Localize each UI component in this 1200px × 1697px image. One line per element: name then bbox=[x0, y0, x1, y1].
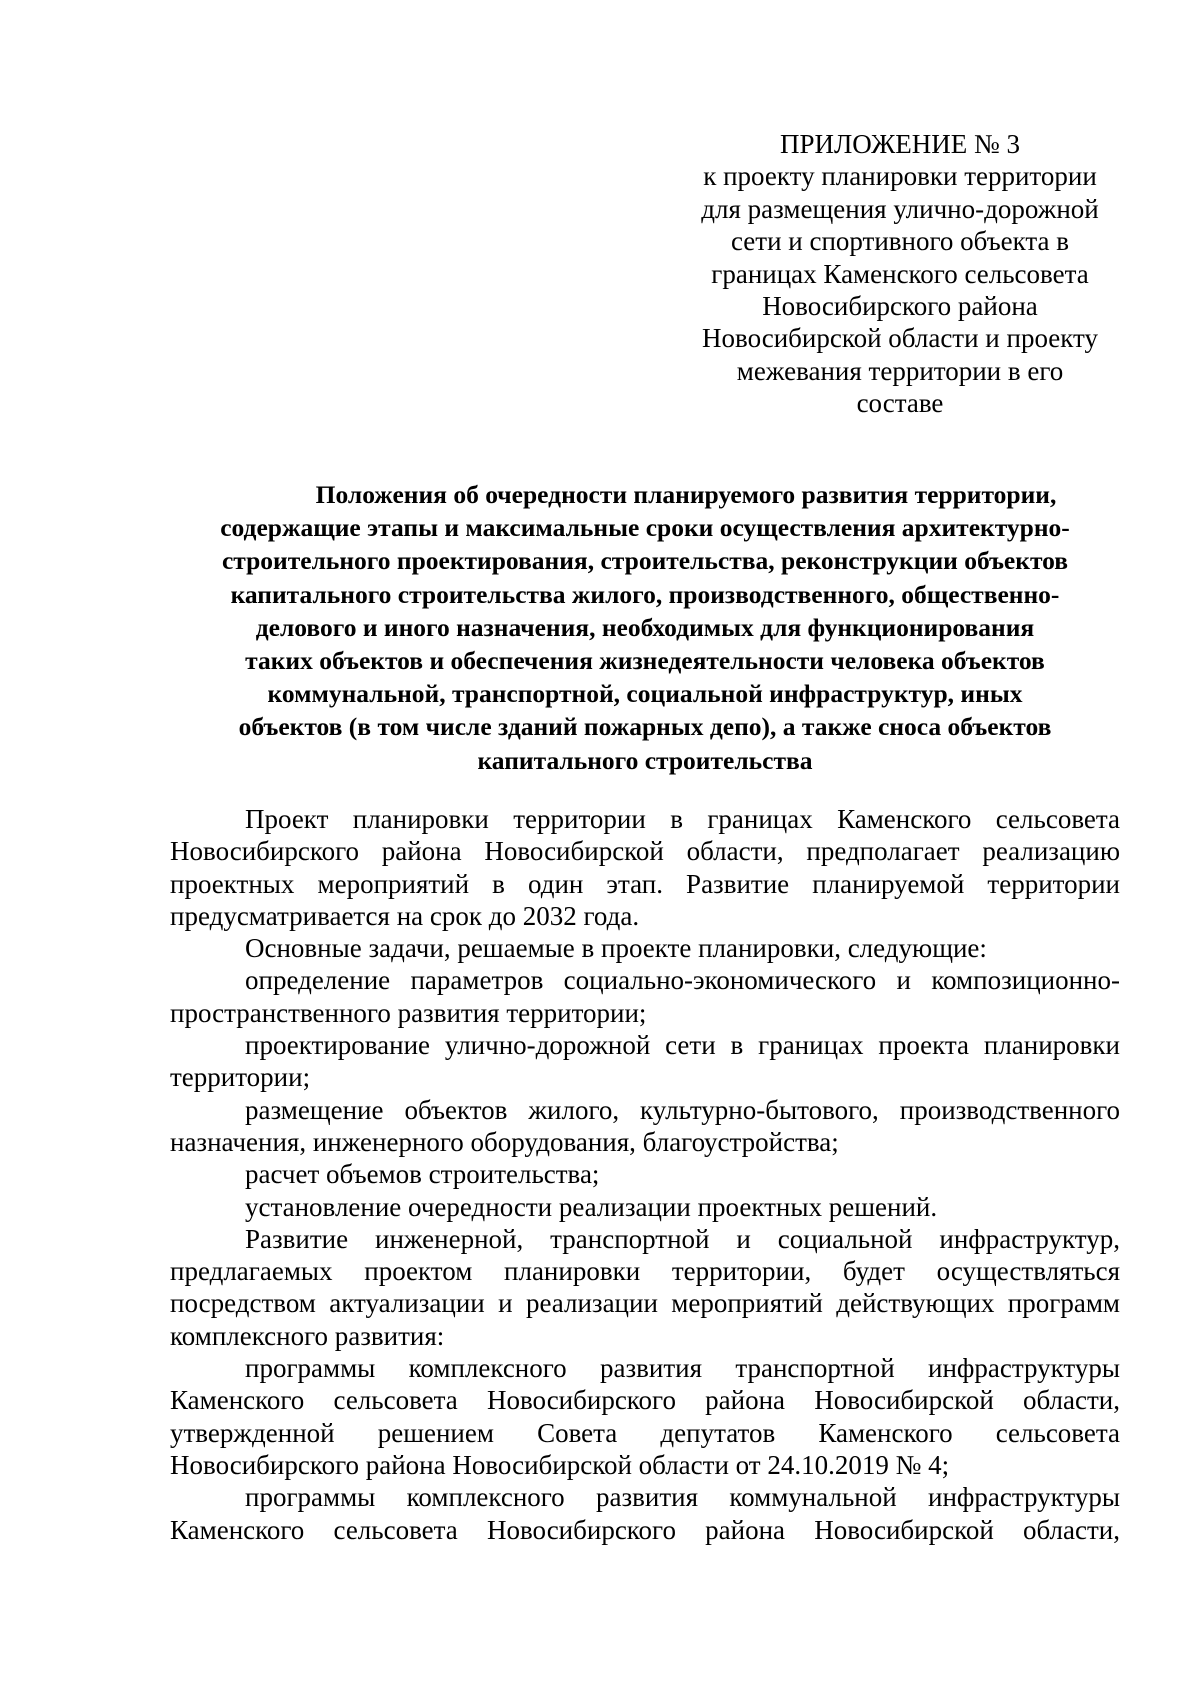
appendix-line: сети и спортивного объекта в bbox=[730, 226, 1070, 257]
body-line: Каменского сельсовета Новосибирского района Новосибирской области, bbox=[170, 1514, 1120, 1545]
title-line: капитального строительства жилого, производственного, общественно- bbox=[230, 579, 1060, 609]
title-line: строительного проектирования, строительства, реконструкции объектов bbox=[221, 546, 1069, 576]
body-line: Новосибирского района Новосибирской области от 24.10.2019 № 4; bbox=[170, 1449, 950, 1480]
document-title bbox=[170, 478, 1120, 777]
appendix-header bbox=[690, 128, 1110, 420]
body-line: территории; bbox=[170, 1062, 311, 1093]
appendix-line: ПРИЛОЖЕНИЕ № 3 bbox=[779, 129, 1021, 159]
appendix-line: для размещения улично-дорожной bbox=[701, 193, 1099, 224]
body-line: установление очередности реализации проектных решений. bbox=[245, 1191, 938, 1222]
title-line: таких объектов и обеспечения жизнедеятельности человека объектов bbox=[245, 646, 1045, 676]
appendix-line: составе bbox=[856, 388, 944, 419]
body-line: программы комплексного развития коммунальной инфраструктуры bbox=[245, 1482, 1120, 1513]
body-line: посредством актуализации и реализации мероприятий действующих программ bbox=[170, 1288, 1120, 1319]
title-line: капитального строительства bbox=[477, 745, 813, 775]
body-line: предлагаемых проектом планировки территории, будет осуществляться bbox=[170, 1256, 1120, 1287]
body-line: Основные задачи, решаемые в проекте планировки, следующие: bbox=[245, 933, 987, 964]
title-line: объектов (в том числе зданий пожарных депо), а также сноса объектов bbox=[238, 712, 1052, 742]
appendix-line: к проекту планировки территории bbox=[703, 161, 1097, 192]
title-line: содержащие этапы и максимальные сроки осуществления архитектурно- bbox=[220, 513, 1070, 543]
body-line: назначения, инженерного оборудования, благоустройства; bbox=[170, 1126, 839, 1157]
body-line: предусматривается на срок до 2032 года. bbox=[170, 900, 640, 931]
body-line: проектирование улично-дорожной сети в границах проекта планировки bbox=[245, 1030, 1120, 1061]
body-line: определение параметров социально-экономического и композиционно- bbox=[245, 965, 1120, 996]
body-line: утвержденной решением Совета депутатов Каменского сельсовета bbox=[170, 1417, 1120, 1448]
title-line: коммунальной, транспортной, социальной инфраструктур, иных bbox=[267, 679, 1023, 709]
body-line: Новосибирского района Новосибирской области, предполагает реализацию bbox=[170, 836, 1120, 867]
title-line: Положения об очередности планируемого развития территории, bbox=[315, 480, 1057, 509]
body-line: Каменского сельсовета Новосибирского района Новосибирской области, bbox=[170, 1385, 1120, 1416]
body-line: Развитие инженерной, транспортной и социальной инфраструктур, bbox=[245, 1223, 1120, 1254]
body-line: Проект планировки территории в границах Каменского сельсовета bbox=[245, 804, 1120, 834]
body-line: пространственного развития территории; bbox=[170, 997, 647, 1028]
appendix-line: границах Каменского сельсовета bbox=[711, 258, 1089, 289]
body-line: расчет объемов строительства; bbox=[245, 1159, 600, 1190]
body-line: проектных мероприятий в один этап. Развитие планируемой территории bbox=[170, 868, 1120, 899]
body-line: комплексного развития: bbox=[170, 1320, 445, 1351]
appendix-line: Новосибирского района bbox=[762, 291, 1038, 322]
body-line: программы комплексного развития транспортной инфраструктуры bbox=[245, 1353, 1120, 1384]
appendix-line: Новосибирской области и проекту bbox=[702, 323, 1098, 354]
body-text bbox=[170, 803, 1120, 1546]
appendix-line: межевания территории в его bbox=[736, 355, 1064, 386]
title-line: делового и иного назначения, необходимых для функционирования bbox=[255, 612, 1035, 642]
body-line: размещение объектов жилого, культурно-бытового, производственного bbox=[245, 1094, 1120, 1125]
